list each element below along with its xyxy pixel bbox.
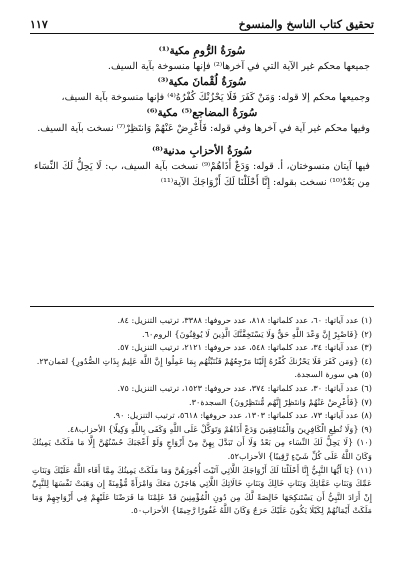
footnote bbox=[32, 328, 372, 342]
footnote-text: {يَا أَيُّهَا النَّبِيُّ إِنَّا أَحْلَلْنَا لَكَ أَزْوَاجَكَ اللَّاتِي آتَيْتَ أُجُورَهُنَّ وَمَا مَلَكَتْ يَمِينُكَ مِمَّا أَفَاء اللَّهُ عَلَيْكَ وَبَنَاتِ عَمِّكَ وَبَنَاتِ عَمَّاتِكَ وَبَنَاتِ خَالِكَ وَبَنَاتِ خَالَاتِكَ اللَّاتِي هَاجَرْنَ مَعَكَ وَامْرَأَةً مُّؤْمِنَةً إِن وَهَبَتْ نَفْسَهَا لِلنَّبِيِّ إِنْ أَرَادَ النَّبِيُّ أَن يَسْتَنكِحَهَا خَالِصَةً لَّكَ مِن دُونِ الْمُؤْمِنِينَ قَدْ عَلِمْنَا مَا فَرَضْنَا عَلَيْهِمْ فِي أَزْوَاجِهِمْ وَمَا مَلَكَتْ أَيْمَانُهُمْ لِكَيْلَا يَكُونَ عَلَيْكَ حَرَجٌ وَكَانَ اللَّهُ غَفُورًا رَّحِيمًا} الأحزاب٥٠. bbox=[32, 464, 372, 516]
footnote-text: عدد آياتها: ٣٠، عدد كلماتها: ٣٧٤، عدد حروفها: ١٥٢٣، ترتيب التنزيل: ٧٥. bbox=[117, 382, 359, 393]
footnote-number: (٩) bbox=[361, 423, 372, 434]
footnote bbox=[32, 368, 372, 382]
footnote bbox=[32, 355, 372, 369]
footnote-text: {وَلَا تُطِعِ الْكَافِرِينَ وَالْمُنَافِقِينَ وَدَعْ أَذَاهُمْ وَتَوَكَّلْ عَلَى اللَّهِ وَكَفَى بِاللَّهِ وَكِيلًا} الأحزاب٤٨. bbox=[67, 423, 359, 434]
section-title-ahzab: سُورَةُ الأحزابِ مدنية⁽⁸⁾ bbox=[152, 145, 252, 157]
section-body-rum: جميعها محكم غير الآية التي في آخرها⁽²⁾ فإنها منسوخة بآية السيف. bbox=[107, 61, 370, 72]
footnote-number: (٣) bbox=[361, 342, 372, 353]
footnotes bbox=[32, 314, 372, 518]
section-title-madajia: سُورَةُ المضاجع⁽⁵⁾ مكية⁽⁶⁾ bbox=[146, 107, 258, 119]
spacer bbox=[34, 137, 370, 144]
footnote-text: {فَأَعْرِضْ عَنْهُمْ وَانتَظِرْ إِنَّهُم مُّنتَظِرُونَ} السجدة٣٠. bbox=[188, 396, 359, 407]
section-body-luqman: وجميعها محكم إلا قوله: وَمَنْ كَفَرَ فَلَا يَحْزُنْكَ كُفْرُهُ⁽⁴⁾ فإنها منسوخة بآية السيف، bbox=[61, 92, 370, 103]
footnote-number: (٨) bbox=[361, 410, 372, 421]
section-title-luqman: سُورَةُ لُقْمانَ مكية⁽³⁾ bbox=[157, 76, 247, 88]
footnote-text: عدد آياتها: ٧٣، عدد كلماتها: ١٣٠٣، عدد حروفها: ٥٦١٨، ترتيب التنزيل: ٩٠. bbox=[113, 410, 359, 421]
footnote bbox=[32, 314, 372, 328]
footnote-text: {لَا يَحِلُّ لَكَ النِّسَاء مِن بَعْدُ وَلَا أَن تَبَدَّلَ بِهِنَّ مِنْ أَزْوَاجٍ وَلَوْ أَعْجَبَكَ حُسْنُهُنَّ إِلَّا مَا مَلَكَتْ يَمِينُكَ وَكَانَ اللَّهُ عَلَى كُلِّ شَيْءٍ رَّقِيبًا} الأحزاب٥٢. bbox=[32, 437, 372, 461]
footnote-number: (٤) bbox=[361, 355, 372, 366]
footnote-number: (١٠) bbox=[356, 437, 372, 448]
footnote bbox=[32, 382, 372, 396]
footnote-number: (٧) bbox=[361, 396, 372, 407]
section-body-ahzab: فيها آيتان منسوختان، أ. قوله: وَدَعْ أَذَاهُمْ⁽⁹⁾ نسخت بآية السيف، ب: لَا يَحِلُّ لَكَ النِّسَاء مِن بَعْدُ⁽¹⁰⁾ نسخت بقوله: إِنَّا أَحْلَلْنَا لَكَ أَزْوَاجَكَ الآية⁽¹¹⁾ bbox=[34, 161, 370, 188]
section-title-rum: سُورَةُ الرُّومِ مكية⁽¹⁾ bbox=[158, 45, 246, 57]
footnote-text: عدد آياتها: ٣٤، عدد كلماتها: ٥٤٨، عدد حروفها: ٢١٢١، ترتيب التنزيل: ٥٧. bbox=[117, 342, 359, 353]
footnote bbox=[32, 464, 372, 518]
footnote-text: {وَمَن كَفَرَ فَلَا يَحْزُنكَ كُفْرُهُ إِلَيْنَا مَرْجِعُهُمْ فَنُنَبِّئُهُم بِمَا عَمِلُوا إِنَّ اللَّهَ عَلِيمٌ بِذَاتِ الصُّدُورِ} لقمان٢٣. bbox=[36, 355, 359, 366]
footnote bbox=[32, 409, 372, 423]
footnote-text: {فَاصْبِرْ إِنَّ وَعْدَ اللَّهِ حَقٌّ وَلَا يَسْتَخِفَّنَّكَ الَّذِينَ لَا يُوقِنُونَ} الروم٦٠. bbox=[142, 328, 359, 339]
footnote-text: هي سورة السجدة. bbox=[294, 369, 359, 380]
footnote-number: (٦) bbox=[361, 382, 372, 393]
footnote-text: عدد آياتها: ٦٠، عدد كلماتها: ٨١٨، عدد حروفها: ٣٣٨٨، ترتيب التنزيل: ٨٤. bbox=[117, 315, 359, 325]
footnote bbox=[32, 436, 372, 463]
header-rule bbox=[30, 33, 374, 34]
footnote-rule bbox=[30, 306, 374, 307]
footnote bbox=[32, 341, 372, 355]
section-body-madajia: وفيها محكم غير آية في آخرها وفي قوله: فَأَعْرِضْ عَنْهُمْ وَانتَظِرْ⁽⁷⁾ نسخت بآية السيف. bbox=[37, 123, 370, 134]
running-title: تحقيق كتاب الناسخ والمنسوخ bbox=[238, 17, 374, 31]
footnote bbox=[32, 396, 372, 410]
page-number: ١١٧ bbox=[30, 17, 48, 31]
footnote-number: (٢) bbox=[361, 328, 372, 339]
footnote-number: (١) bbox=[361, 315, 372, 325]
footnote bbox=[32, 423, 372, 437]
main-text bbox=[34, 44, 370, 191]
footnote-number: (٥) bbox=[361, 369, 372, 380]
running-header bbox=[30, 15, 374, 33]
footnote-number: (١١) bbox=[356, 464, 372, 475]
